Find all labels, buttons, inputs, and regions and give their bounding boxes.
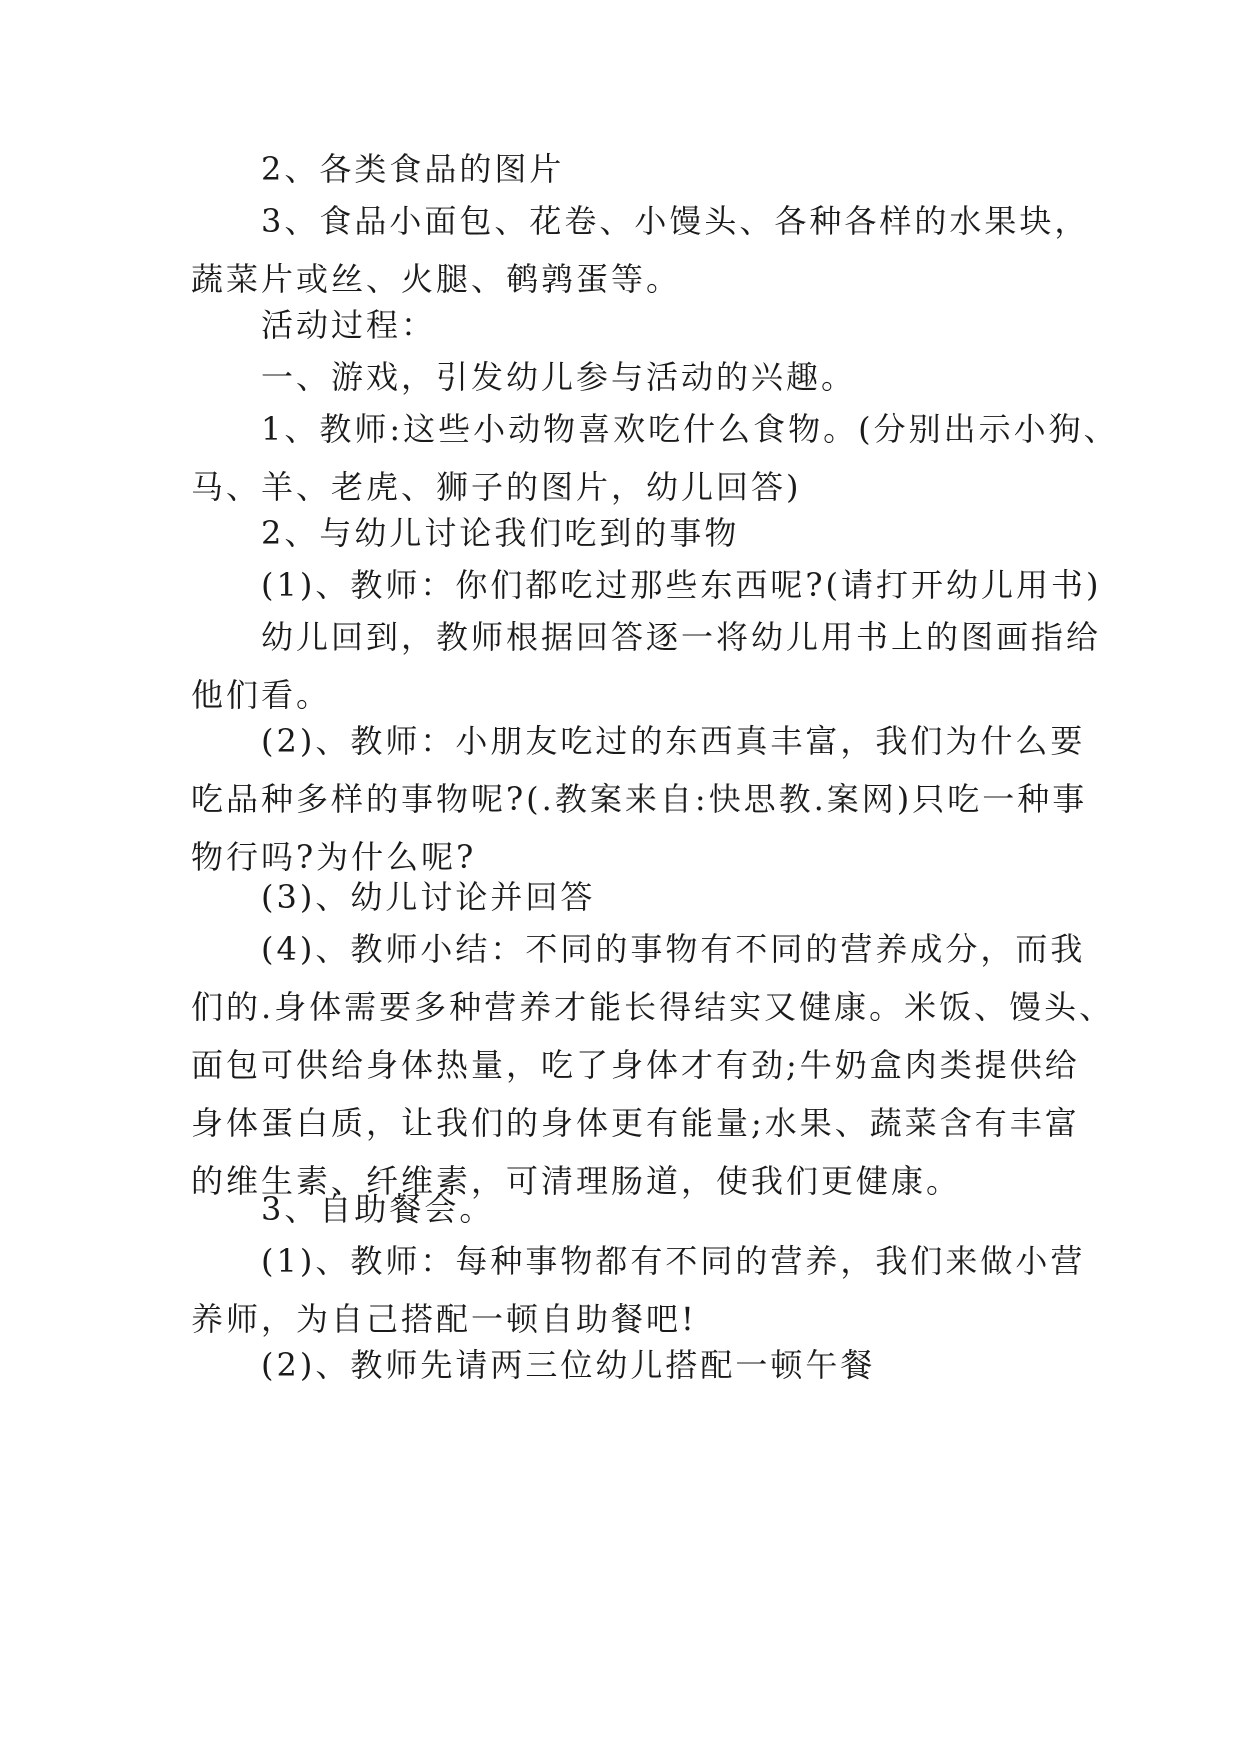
text-line: (2)、教师先请两三位幼儿搭配一顿午餐 [191, 1346, 876, 1384]
text-line: 身体蛋白质，让我们的身体更有能量;水果、蔬菜含有丰富 [191, 1104, 1080, 1142]
text-line: 们的.身体需要多种营养才能长得结实又健康。米饭、馒头、 [191, 988, 1115, 1026]
text-line: 马、羊、老虎、狮子的图片，幼儿回答) [191, 468, 802, 506]
paragraph-substep-4-summary [191, 920, 1115, 1210]
section-heading-game [191, 348, 1071, 406]
text-line: (3)、幼儿讨论并回答 [191, 878, 596, 916]
text-line: 2、各类食品的图片 [191, 150, 565, 188]
text-line: 2、与幼儿讨论我们吃到的事物 [191, 514, 740, 552]
paragraph-buffet-substep-1 [191, 1232, 1086, 1348]
text-line: 养师，为自己搭配一顿自助餐吧! [191, 1300, 697, 1338]
paragraph-step-1 [191, 400, 1119, 516]
paragraph-substep-3 [191, 868, 1071, 926]
text-line: 一、游戏，引发幼儿参与活动的兴趣。 [191, 358, 857, 396]
text-line: 1、教师:这些小动物喜欢吃什么食物。(分别出示小狗、 [191, 410, 1119, 448]
paragraph-step-2 [191, 504, 1071, 562]
paragraph-buffet-substep-2 [191, 1336, 1071, 1394]
text-line: 幼儿回到，教师根据回答逐一将幼儿用书上的图画指给 [191, 618, 1102, 656]
paragraph-step-3-buffet [191, 1180, 1071, 1238]
text-line: 3、自助餐会。 [191, 1190, 495, 1228]
text-line: 3、食品小面包、花卷、小馒头、各种各样的水果块， [191, 202, 1090, 240]
text-line: (1)、教师：你们都吃过那些东西呢?(请打开幼儿用书) [191, 566, 1102, 604]
text-line: 活动过程： [191, 306, 437, 344]
paragraph-materials-2 [191, 140, 1071, 198]
paragraph-children-answer [191, 608, 1102, 724]
paragraph-substep-2 [191, 712, 1088, 886]
text-line: 吃品种多样的事物呢?(.教案来自:快思教.案网)只吃一种事 [191, 780, 1088, 818]
paragraph-materials-3 [191, 192, 1090, 308]
text-line: 面包可供给身体热量，吃了身体才有劲;牛奶盒肉类提供给 [191, 1046, 1080, 1084]
text-line: 他们看。 [191, 676, 332, 714]
text-line: 物行吗?为什么呢? [191, 838, 477, 876]
text-line: (2)、教师：小朋友吃过的东西真丰富，我们为什么要 [191, 722, 1086, 760]
text-line: (4)、教师小结：不同的事物有不同的营养成分，而我 [191, 930, 1086, 968]
text-line: 蔬菜片或丝、火腿、鹌鹑蛋等。 [191, 260, 682, 298]
section-heading-activity-process [191, 296, 1071, 354]
text-line: (1)、教师：每种事物都有不同的营养，我们来做小营 [191, 1242, 1086, 1280]
paragraph-substep-1 [191, 556, 1102, 614]
text-line: 的维生素、纤维素，可清理肠道，使我们更健康。 [191, 1162, 962, 1200]
